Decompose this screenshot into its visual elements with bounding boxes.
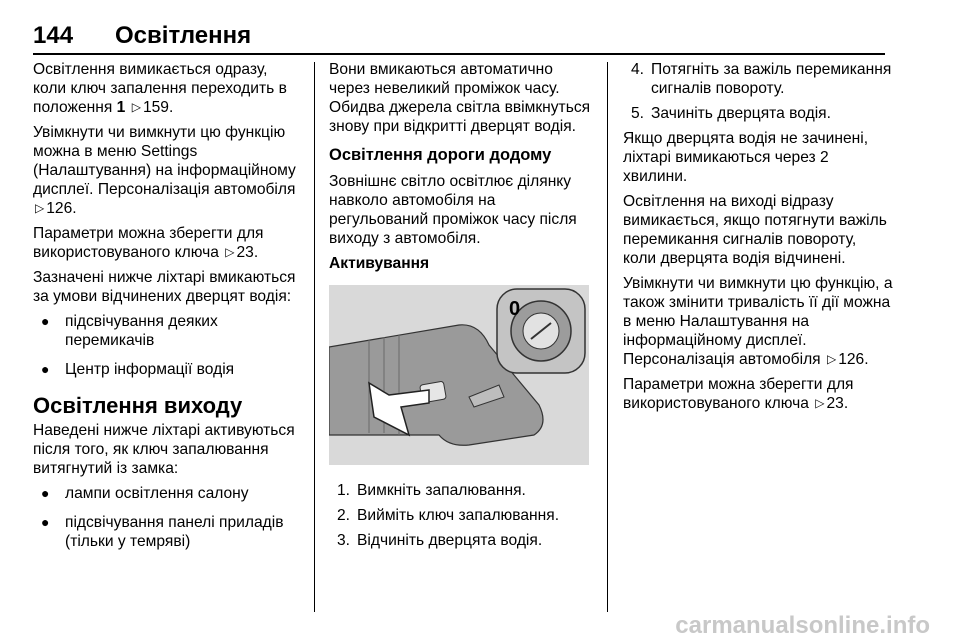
paragraph: Наведені нижче ліхтарі активуються після того, як ключ запалювання витягнутий із замка:: [33, 422, 295, 477]
subsection-heading: Активування: [329, 255, 430, 272]
paragraph: Вони вмикаються автоматично через невеликий проміжок часу. Обидва джерела світла ввімкнуться знову при відкритті дверцят водія.: [329, 61, 591, 135]
page-reference[interactable]: 23.: [826, 395, 849, 412]
paragraph: [623, 375, 893, 413]
paragraph: [33, 123, 303, 218]
page-reference[interactable]: 159.: [142, 99, 174, 116]
triangle-right-outline-icon: ▷: [131, 100, 141, 114]
step-text: Вийміть ключ запалювання.: [357, 507, 560, 524]
triangle-right-outline-icon: ▷: [35, 201, 45, 215]
paragraph-text: Освітлення вимикається одразу, коли ключ запалення переходить в положення: [33, 61, 287, 116]
list-item: [33, 360, 303, 379]
paragraph: Зазначені нижче ліхтарі вмикаються за умови відчинених дверцят водія:: [33, 269, 296, 305]
column-middle: [329, 60, 594, 556]
bullet-dot-icon: ●: [41, 361, 50, 377]
ignition-inset: [497, 289, 585, 373]
list-item: [623, 60, 893, 98]
page-reference[interactable]: 126.: [46, 200, 77, 217]
bullet-dot-icon: ●: [41, 313, 50, 329]
triangle-right-outline-icon: ▷: [815, 396, 825, 410]
list-item: [33, 513, 303, 551]
column-divider-1: [314, 62, 315, 612]
triangle-right-outline-icon: ▷: [826, 352, 837, 366]
paragraph: [623, 274, 893, 369]
bullet-dot-icon: ●: [41, 514, 50, 530]
list-item: [33, 312, 303, 350]
step-number: 1.: [337, 482, 351, 499]
step-text: Зачиніть дверцята водія.: [651, 105, 831, 122]
paragraph: Зовнішнє світло освітлює ділянку навколо автомобіля на регульований проміжок часу після виходу з автомобіля.: [329, 173, 577, 247]
step-text: Потягніть за важіль перемикання сигналів повороту.: [651, 61, 892, 97]
step-number: 3.: [337, 532, 351, 549]
turn-signal-lever-illustration: [329, 285, 589, 465]
paragraph: Якщо дверцята водія не зачинені, ліхтарі вимикаються через 2 хвилини.: [623, 130, 869, 185]
paragraph-text: Увімкнути чи вимкнути цю функцію можна в меню Settings (Налаштування) на інформаційному дисплеї. Персоналізація автомобіля: [33, 124, 296, 198]
list-item: [329, 481, 594, 500]
column-left: [33, 60, 303, 561]
step-text: Вимкніть запалювання.: [357, 482, 526, 499]
list-item-text: підсвічування деяких перемикачів: [65, 313, 218, 349]
key-position: 1: [116, 99, 126, 116]
paragraph-text: Параметри можна зберегти для використовуваного ключа: [33, 225, 264, 261]
list-item-text: Центр інформації водія: [65, 361, 235, 378]
watermark: carmanualsonline.info: [675, 612, 930, 639]
paragraph: [33, 224, 303, 262]
ignition-position-label: 0: [509, 298, 521, 320]
triangle-right-outline-icon: ▷: [225, 245, 235, 259]
list-item: [623, 104, 893, 123]
page-title: Освітлення: [115, 22, 252, 49]
step-text: Відчиніть дверцята водія.: [357, 532, 543, 549]
step-number: 2.: [337, 507, 351, 524]
paragraph-text: Параметри можна зберегти для використовуваного ключа: [623, 376, 854, 412]
step-number: 5.: [631, 105, 645, 122]
paragraph: [33, 60, 303, 117]
paragraph-text: Увімкнути чи вимкнути цю функцію, а також змінити тривалість її дії можна в меню Налаштування на інформаційному дисплеї. Персоналізація автомобіля: [623, 275, 893, 368]
list-item: [329, 531, 594, 550]
step-number: 4.: [631, 61, 645, 78]
bullet-dot-icon: ●: [41, 485, 50, 501]
list-item-text: підсвічування панелі приладів (тільки у темряві): [65, 514, 284, 550]
list-item: [33, 484, 303, 503]
section-heading: Освітлення виходу: [33, 393, 243, 418]
column-right: [623, 60, 893, 419]
section-heading: Освітлення дороги додому: [329, 146, 552, 164]
page-reference[interactable]: 23.: [236, 244, 259, 261]
page-number: 144: [33, 22, 74, 49]
list-item-text: лампи освітлення салону: [65, 485, 249, 502]
list-item: [329, 506, 594, 525]
column-divider-2: [607, 62, 608, 612]
page-header: [33, 22, 885, 52]
paragraph: Освітлення на виході відразу вимикається, якщо потягнути важіль перемикання сигналів повороту, коли дверцята водія відчинені.: [623, 193, 887, 267]
header-divider: [33, 53, 885, 55]
page-reference[interactable]: 126.: [838, 351, 869, 368]
